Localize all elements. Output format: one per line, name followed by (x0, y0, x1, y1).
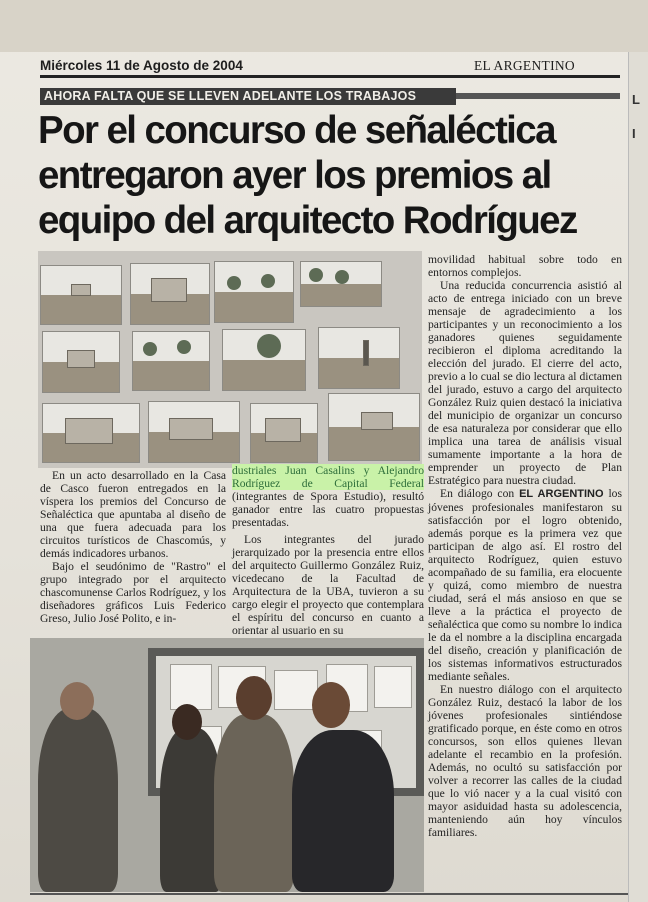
article-paragraph: En nuestro diálogo con el arquitecto González Ruiz, destacó la labor de los jóvenes profesionales sintiéndose gratificado porque, en éste como en otros concursos, son ellos quienes llevan adelante el recambio en la profesión. Además, no ocultó su satisfacción por volver a recorrer las calles de la ciudad que lo vió nacer y a la cual visitó con mayor asiduidad hasta su adolescencia, manteniendo aún hoy vínculos familiares. (428, 683, 622, 839)
person-head (60, 682, 94, 720)
article-column-middle (232, 464, 424, 637)
person-head (312, 682, 350, 728)
article-headline: Por el concurso de señaléctica entregaron ayer los premios al equipo del arquitecto Rodríguez (38, 109, 577, 242)
newspaper-name-inline: EL ARGENTINO (519, 488, 604, 500)
photo-thumbnail (300, 261, 382, 307)
article-paragraph: Bajo el seudónimo de "Rastro" el grupo integrado por el arquitecto chascomunense Carlos Rodríguez, y los diseñadores gráficos Luis Federico Greso, Julio José Polito, e in- (40, 560, 226, 625)
person-figure (160, 728, 222, 892)
highlighted-text: dustriales Juan Casalins y Alejandro Rodríguez de Capital Federal (232, 464, 424, 490)
photo-thumbnail (318, 327, 400, 389)
article-paragraph: En un acto desarrollado en la Casa de Casco fueron entregados en la víspera los premios del Concurso de Señaléctica que apuntaba al diseño de una que fuera adecuada para los circuitos turísticos de Chascomús, y demás indicadores urbanos. (40, 469, 226, 560)
photo-thumbnail (148, 401, 240, 463)
photo-thumbnail (214, 261, 294, 323)
photo-thumbnail (42, 403, 140, 463)
header-rule (40, 75, 620, 78)
newspaper-name: EL ARGENTINO (474, 58, 575, 73)
article-paragraph: Los integrantes del jurado jerarquizado por la presencia entre ellos del arquitecto Guillermo González Ruiz, vicedecano de la Facultad de Arquitectura de la UBA, tuvieron a su cargo elegir el proyecto que contemplara el espíritu del concurso en cuanto a orientar al usuario en su (232, 533, 424, 637)
paragraph-text: los jóvenes profesionales manifestaron su satisfacción por el logro obtenido, además porque es la primera vez que participan de algo así. El rostro del arquitecto Rodríguez, quien estuvo acompañado de su familia, era elocuente y quizá, como miembro de nuestra ciudad, será el más ansioso en que se lleve a la práctica el proyecto de señaléctica que como su nombre lo indica le da el nombre a la disciplina encargada del diseño, creación y planificación de los sistemas informativos estructurados mediante señales. (428, 487, 622, 683)
paragraph-text: En diálogo con (440, 487, 520, 500)
photo-thumbnail (328, 393, 420, 461)
article-column-left (40, 469, 226, 625)
signage-photo-collage (38, 251, 422, 468)
person-figure (38, 708, 118, 892)
article-paragraph: Una reducida concurrencia asistió al acto de entrega iniciado con un breve mensaje de agradecimiento a los participantes y un reconocimiento a los ganadores quienes seguidamente recibieron el diploma acreditando la elección del jurado. El cierre del acto, previo a lo cual se dio lectura al dictamen del jurado, estuvo a cargo del arquitecto González Ruiz quien destacó la iniciativa del municipio de organizar un concurso de esa naturaleza por considerar que ello implica una tarea de análisis visual sumamente importante a la hora de emprender un proyecto de Plan Estratégico para nuestra ciudad. (428, 279, 622, 487)
article-paragraph (428, 487, 622, 683)
photo-thumbnail (222, 329, 306, 391)
article-paragraph: movilidad habitual sobre todo en entornos complejos. (428, 253, 622, 279)
person-figure (292, 730, 394, 892)
article-paragraph (232, 464, 424, 529)
paragraph-text: (integrantes de Spora Estudio), resultó ganador entre las cuatro propuestas presentadas. (232, 490, 424, 529)
page-top-edge (0, 0, 648, 52)
person-head (172, 704, 202, 740)
photo-thumbnail (250, 403, 318, 463)
page-bottom-rule (30, 893, 628, 895)
person-figure (214, 714, 294, 892)
kicker-band: AHORA FALTA QUE SE LLEVEN ADELANTE LOS TRABAJOS (40, 88, 456, 105)
article-column-right (428, 253, 622, 839)
photo-thumbnail (40, 265, 122, 325)
adjacent-page-fragment: L (632, 92, 640, 107)
photo-thumbnail (132, 331, 210, 391)
photo-thumbnail (42, 331, 120, 393)
award-ceremony-photo (30, 638, 424, 892)
person-head (236, 676, 272, 720)
adjacent-page-fragment: I (632, 126, 636, 141)
issue-date: Miércoles 11 de Agosto de 2004 (40, 58, 243, 73)
photo-thumbnail (130, 263, 210, 325)
kicker-rule (456, 93, 620, 99)
